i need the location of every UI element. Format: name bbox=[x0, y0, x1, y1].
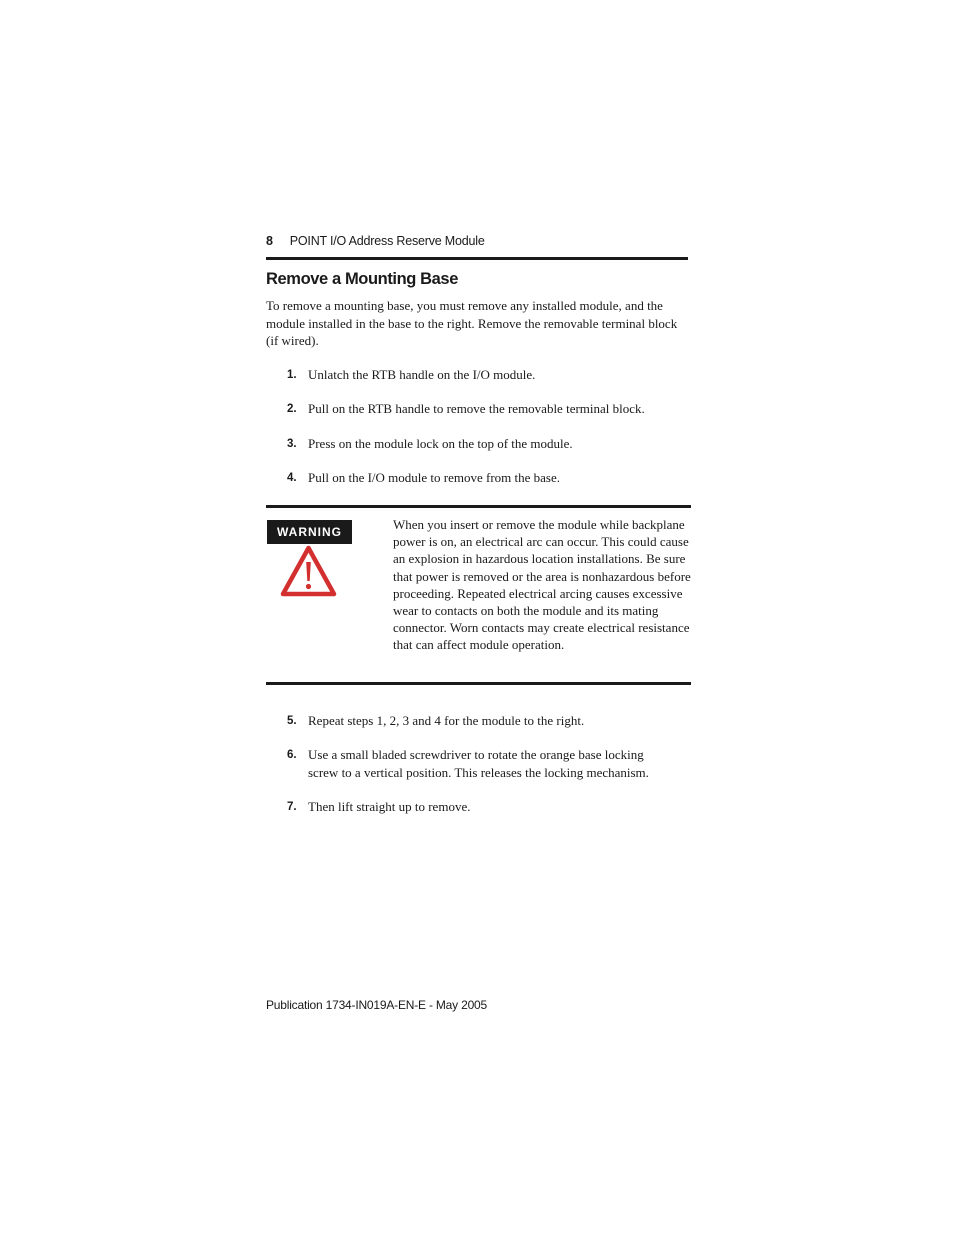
step-text: Pull on the RTB handle to remove the removable terminal block. bbox=[308, 401, 645, 416]
warning-label: WARNING bbox=[267, 520, 352, 544]
step-1 bbox=[287, 366, 677, 385]
step-text: Then lift straight up to remove. bbox=[308, 799, 471, 814]
step-number: 2. bbox=[287, 403, 297, 415]
step-5 bbox=[287, 712, 677, 731]
header-divider bbox=[266, 257, 688, 260]
step-6 bbox=[287, 746, 677, 781]
step-4 bbox=[287, 469, 677, 488]
warning-triangle-icon bbox=[280, 545, 337, 597]
publication-footer: Publication 1734-IN019A-EN-E - May 2005 bbox=[266, 998, 487, 1012]
step-number: 1. bbox=[287, 369, 297, 381]
section-title: Remove a Mounting Base bbox=[266, 270, 458, 288]
document-title: POINT I/O Address Reserve Module bbox=[289, 234, 485, 248]
step-text: Pull on the I/O module to remove from the base. bbox=[308, 470, 561, 485]
step-number: 4. bbox=[287, 472, 297, 484]
step-text: Use a small bladed screwdriver to rotate the orange base locking screw to a vertical position. This releases the locking mechanism. bbox=[308, 747, 649, 780]
intro-paragraph: To remove a mounting base, you must remove any installed module, and the module installed in the base to the right. Remove the removable terminal block (if wired). bbox=[266, 298, 678, 348]
step-number: 7. bbox=[287, 801, 297, 813]
warning-top-rule bbox=[266, 505, 691, 508]
step-text: Repeat steps 1, 2, 3 and 4 for the module to the right. bbox=[308, 713, 585, 728]
step-text: Press on the module lock on the top of the module. bbox=[308, 436, 573, 451]
step-number: 6. bbox=[287, 749, 297, 761]
page-number: 8 bbox=[266, 234, 273, 248]
warning-text: When you insert or remove the module while backplane power is on, an electrical arc can occur. This could cause an explosion in hazardous location installations. Be sure that power is removed or the area is nonhazardous before proceeding. Repeated electrical arcing causes excessive wear to contacts on both the module and its mating connector. Worn contacts may create electrical resistance that can affect module operation. bbox=[393, 517, 691, 653]
step-number: 3. bbox=[287, 438, 297, 450]
step-7 bbox=[287, 798, 677, 817]
page-header bbox=[266, 234, 485, 248]
step-2 bbox=[287, 400, 677, 419]
step-number: 5. bbox=[287, 715, 297, 727]
step-text: Unlatch the RTB handle on the I/O module. bbox=[308, 367, 536, 382]
warning-bottom-rule bbox=[266, 682, 691, 685]
step-3 bbox=[287, 435, 677, 454]
